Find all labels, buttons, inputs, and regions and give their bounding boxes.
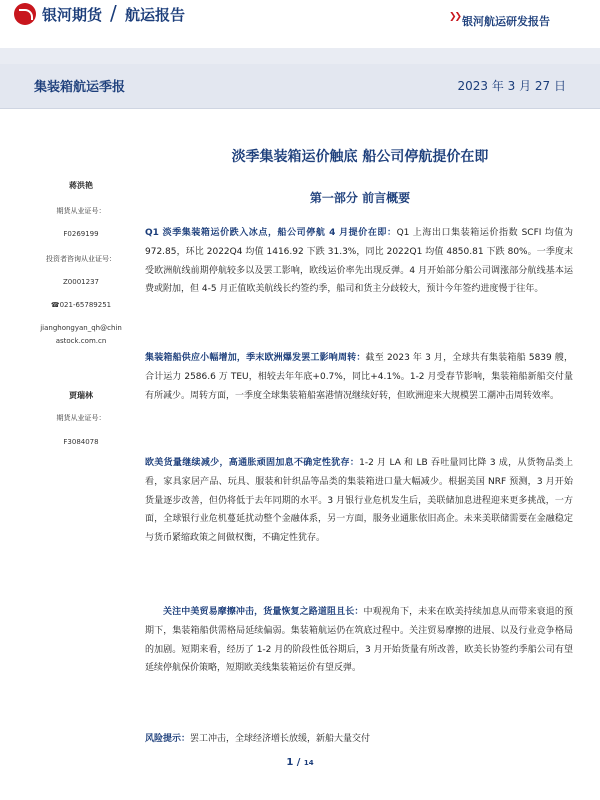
report-series: 集装箱航运季报 (34, 80, 126, 95)
analyst-name: 蒋洪艳 (69, 181, 93, 190)
summary-paragraph (145, 224, 573, 299)
paragraph-lead: 集装箱船供应小幅增加，季末欧洲爆发罢工影响周转： (145, 353, 366, 363)
analyst-line: 投资者咨询从业证号： (46, 255, 116, 263)
analyst-license: F0269199 (63, 230, 99, 238)
page-number (0, 757, 600, 768)
brand-name: 银河期货 (42, 6, 103, 24)
analyst-email-cont[interactable]: astock.com.cn (55, 337, 107, 345)
page-current: 1 (286, 757, 294, 768)
section-heading: 第一部分 前言概要 (309, 191, 411, 205)
analyst-consult-license: Z0001237 (63, 278, 99, 286)
analyst-line: 期货从业证号： (56, 207, 106, 215)
page-total: 14 (303, 759, 314, 767)
risk-paragraph (145, 730, 573, 749)
paragraph-body: Q1 上海出口集装箱运价指数 SCFI 均值为 972.85，环比 2022Q4 均值 1416.92 下跌 31.3%，同比 2022Q1 均值 4850.81 下跌 80%。一季度末受欧洲航线前期停航较多以及罢工影响，欧线运价率先出现反弹。4 月开始部分船公司调涨部分航线基本运费或附加，但 4-5 月正值欧美航线长约签约季，船司和货主分歧较大，预计今年签约进度慢于往年。 (145, 228, 573, 295)
department-label: 银河航运研发报告 (462, 15, 550, 28)
paragraph-body: 罢工冲击，全球经济增长放缓，新船大量交付 (190, 734, 371, 744)
summary-paragraph (145, 349, 573, 405)
page-separator: / (293, 757, 304, 768)
analyst-license: F3084078 (63, 438, 99, 446)
chevron-right-icon: ❯❯ (449, 12, 461, 22)
header-band (0, 48, 600, 64)
paragraph-lead: 关注中美贸易摩擦冲击，货量恢复之路道阻且长： (163, 607, 364, 617)
paragraph-body: 中观视角下，未来在欧美持续加息从而带来衰退的预期下，集装箱船供需格局延续偏弱。集装箱航运仍在筑底过程中。关注贸易摩擦的进展、以及行业竞争格局的加剧。短期来看，经历了 1-2 月的阶段性低谷期后，3 月开始货量有所改善，欧美长协签约季船公司有望延续停航保价策略，短期欧美线集装箱运价有望反弹。 (145, 607, 573, 674)
report-header (0, 0, 600, 48)
analyst-phone: ☎021-65789251 (50, 301, 112, 309)
paragraph-lead: 风险提示： (145, 734, 191, 744)
paragraph-body: 1-2 月 LA 和 LB 吞吐量同比降 3 成，从货物品类上看，家具家居产品、玩具、服装和针织品等品类的集装箱进口量大幅减少。根据美国 NRF 预测，3 月开始货量逐步改善，但仍将低于去年同期的水平。3 月银行业危机发生后，美联储加息进程迎来更多挑战，一方面，全球银行业危机蔓延扰动整个金融体系，另一方面，服务业通胀依旧高企。未来美联储需要在金融稳定与货币紧缩政策之间做权衡，不确定性犹存。 (145, 458, 573, 544)
summary-paragraph (145, 603, 573, 678)
paragraph-lead: Q1 淡季集装箱运价跌入冰点，船公司停航 4 月提价在即： (145, 228, 397, 238)
header-slash: / (110, 1, 117, 25)
report-title: 淡季集装箱运价触底 船公司停航提价在即 (231, 149, 489, 165)
summary-paragraph (145, 454, 573, 548)
report-type: 航运报告 (125, 6, 186, 24)
paragraph-body: 截至 2023 年 3 月，全球共有集装箱船 5839 艘，合计运力 2586.6 万 TEU，相较去年年底+0.7%，同比+4.1%。1-2 月受春节影响，集装箱船新船交付量有所减少。周转方面，一季度全球集装箱船塞港情况继续好转，但欧洲迎来大规模罢工潮冲击周转效率。 (145, 353, 573, 401)
paragraph-lead: 欧美货量继续减少，高通胀顽固加息不确定性犹存： (145, 458, 360, 468)
analyst-email[interactable]: jianghongyan_qh@chin (40, 324, 122, 332)
analyst-name: 贾瑞林 (69, 391, 93, 400)
analyst-line: 期货从业证号： (56, 414, 106, 422)
galaxy-logo-icon (14, 3, 36, 25)
report-date: 2023 年 3 月 27 日 (457, 79, 566, 93)
